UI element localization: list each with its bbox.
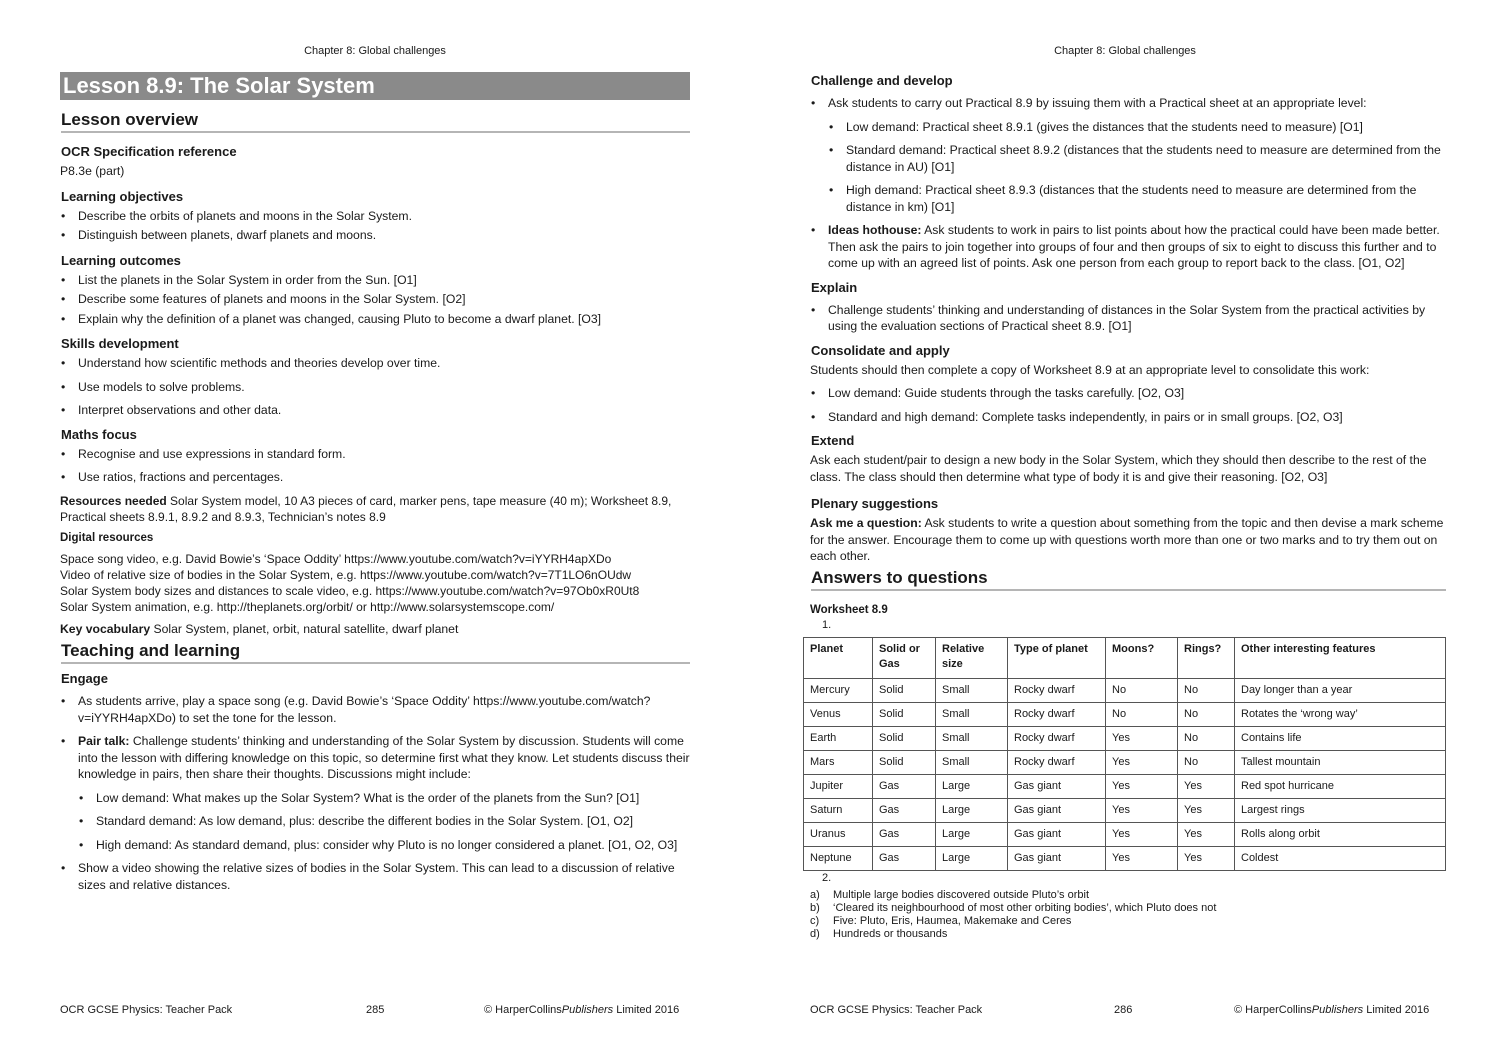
answer-line — [810, 915, 1446, 928]
list-item: • Standard demand: As low demand, plus: describe the different bodies in the Solar System. [O1, O2] — [60, 813, 690, 830]
digital-resources-list — [60, 551, 690, 615]
table-row — [804, 726, 1446, 750]
table-row — [804, 822, 1446, 846]
table-cell: Yes — [1106, 798, 1178, 822]
table-cell: Small — [936, 702, 1008, 726]
resources-needed — [60, 493, 690, 525]
list-item — [60, 733, 690, 853]
table-cell: Day longer than a year — [1235, 678, 1446, 702]
table-cell: Venus — [804, 702, 873, 726]
list-item — [810, 222, 1446, 272]
table-cell: No — [1178, 750, 1235, 774]
planets-table-body — [804, 678, 1446, 870]
list-item: • Low demand: What makes up the Solar System? What is the order of the planets from the Sun? [O1] — [60, 790, 690, 807]
table-cell: No — [1178, 726, 1235, 750]
ideas-label: Ideas hothouse: — [828, 223, 922, 237]
list-item: • Use models to solve problems. — [60, 379, 690, 396]
table-cell: Large — [936, 822, 1008, 846]
table-cell: Gas — [873, 774, 936, 798]
table-header: Solid or Gas — [873, 637, 936, 678]
spec-heading: OCR Specification reference — [61, 144, 237, 159]
table-cell: No — [1178, 678, 1235, 702]
objectives-list — [60, 208, 690, 244]
table-header: Other interesting features — [1235, 637, 1446, 678]
table-cell: Tallest mountain — [1235, 750, 1446, 774]
challenge-list — [810, 95, 1446, 272]
table-cell: Rolls along orbit — [1235, 822, 1446, 846]
digital-resource-line: Solar System animation, e.g. http://theplanets.org/orbit/ or http://www.solarsystemscope.com/ — [60, 599, 555, 614]
challenge-sublist — [810, 119, 1446, 216]
list-item: • Describe some features of planets and moons in the Solar System. [O2] — [60, 291, 690, 308]
engage-heading: Engage — [61, 671, 108, 686]
footer-title: OCR GCSE Physics: Teacher Pack — [810, 1004, 983, 1016]
table-cell: Contains life — [1235, 726, 1446, 750]
resources-text: Solar System model, 10 A3 pieces of card, marker pens, tape measure (40 m); Worksheet 8.9, Practical sheets 8.9.1, 8.9.2 and 8.9.3, Technician’s notes 8.9 — [60, 493, 672, 524]
list-item: • High demand: Practical sheet 8.9.3 (distances that the students need to measure are determined from the distance in km) [O1] — [810, 182, 1446, 215]
list-item: • Understand how scientific methods and theories develop over time. — [60, 355, 690, 372]
table-cell: No — [1178, 702, 1235, 726]
table-row — [804, 774, 1446, 798]
list-item: • Describe the orbits of planets and moons in the Solar System. — [60, 208, 690, 225]
planets-table — [803, 637, 1446, 871]
table-cell: Yes — [1106, 846, 1178, 870]
plenary-label: Ask me a question: — [810, 516, 922, 530]
table-cell: Solid — [873, 750, 936, 774]
table-row — [804, 750, 1446, 774]
table-cell: Yes — [1106, 774, 1178, 798]
table-cell: Saturn — [804, 798, 873, 822]
pair-talk-label: Pair talk: — [78, 734, 130, 748]
table-cell: No — [1106, 678, 1178, 702]
consolidate-intro: Students should then complete a copy of Worksheet 8.9 at an appropriate level to consolidate this work: — [810, 362, 1370, 377]
answer-text: Hundreds or thousands — [833, 927, 948, 940]
answer-line — [810, 889, 1446, 902]
key-vocabulary — [60, 621, 690, 638]
digital-resource-line: Video of relative size of bodies in the Solar System, e.g. https://www.youtube.com/watch?v=7T1LO6nOUdw — [60, 567, 632, 582]
digital-resource-line: Space song video, e.g. David Bowie’s ‘Space Oddity’ https://www.youtube.com/watch?v=iYYRH4apXDo — [60, 551, 612, 566]
table-cell: Rocky dwarf — [1008, 726, 1106, 750]
answer-line — [810, 928, 1446, 941]
table-header: Moons? — [1106, 637, 1178, 678]
table-header: Type of planet — [1008, 637, 1106, 678]
question-2-answers — [810, 889, 1446, 941]
table-cell: Jupiter — [804, 774, 873, 798]
table-cell: Gas giant — [1008, 798, 1106, 822]
table-cell: Yes — [1178, 774, 1235, 798]
table-cell: Gas giant — [1008, 822, 1106, 846]
consolidate-list — [810, 385, 1446, 425]
table-cell: Yes — [1106, 726, 1178, 750]
table-cell: Small — [936, 726, 1008, 750]
outcomes-list — [60, 272, 690, 328]
table-header: Planet — [804, 637, 873, 678]
answer-letter: b) — [810, 901, 820, 914]
challenge-heading: Challenge and develop — [811, 73, 953, 88]
page-number: 285 — [366, 1004, 385, 1016]
resources-label: Resources needed — [60, 493, 167, 508]
table-row — [804, 678, 1446, 702]
right-page-content — [810, 72, 1446, 941]
table-cell: Yes — [1178, 822, 1235, 846]
list-item: • List the planets in the Solar System in order from the Sun. [O1] — [60, 272, 690, 289]
table-cell: Rocky dwarf — [1008, 702, 1106, 726]
lesson-overview-heading: Lesson overview — [61, 110, 690, 133]
footer-copyright: © HarperCollinsPublishers Limited 2016 — [1234, 1004, 1430, 1016]
table-cell: Coldest — [1235, 846, 1446, 870]
running-head: Chapter 8: Global challenges — [1054, 45, 1196, 57]
table-cell: Gas giant — [1008, 774, 1106, 798]
worksheet-heading: Worksheet 8.9 — [810, 603, 888, 616]
answer-line — [810, 902, 1446, 915]
objectives-heading: Learning objectives — [61, 188, 184, 204]
table-row — [804, 846, 1446, 870]
right-page — [750, 0, 1500, 1061]
explain-heading: Explain — [811, 279, 858, 295]
plenary-heading: Plenary suggestions — [811, 496, 939, 511]
answer-letter: c) — [810, 914, 820, 927]
table-header-row — [804, 637, 1446, 678]
question-number: 1. — [822, 618, 832, 631]
question-number: 2. — [822, 871, 832, 884]
table-cell: Mercury — [804, 678, 873, 702]
list-item: • Standard and high demand: Complete tasks independently, in pairs or in small groups. [O2, O3] — [810, 409, 1446, 426]
table-cell: Gas giant — [1008, 846, 1106, 870]
table-cell: Gas — [873, 798, 936, 822]
list-item: • Ask students to carry out Practical 8.9 by issuing them with a Practical sheet at an appropriate level: • Low demand: Practical sheet 8.9.1 (gives the distances that the students need to measure) [O1] • Standard demand: Practical sheet 8.9.2 (distances that the students need to measure are determined from the distance in AU) [O1] • High demand: Practical sheet 8.9.3 (distances that the students need to measure are determined from the distance in km) [O1] — [810, 95, 1446, 215]
answer-letter: a) — [810, 888, 820, 901]
extend-heading: Extend — [811, 433, 855, 448]
maths-list — [60, 446, 690, 486]
answers-heading: Answers to questions — [811, 568, 1446, 591]
table-cell: Solid — [873, 678, 936, 702]
pair-talk-text: Challenge students’ thinking and understanding of the Solar System by discussion. Students will come into the lesson with differing knowledge on this topic, so determine first what they know. Let students discuss their knowledge in pairs, then share their thoughts. Discussions might include: — [78, 734, 690, 781]
table-cell: Rocky dwarf — [1008, 750, 1106, 774]
pair-talk-sublist — [60, 790, 690, 854]
table-cell: Yes — [1178, 798, 1235, 822]
table-cell: Earth — [804, 726, 873, 750]
extend-text: Ask each student/pair to design a new body in the Solar System, which they should then describe to the rest of the class. The class should then determine what type of body it is and give their reasoning. [O2, O3] — [810, 453, 1427, 484]
table-cell: Small — [936, 678, 1008, 702]
teaching-heading: Teaching and learning — [61, 641, 690, 664]
table-header: Relative size — [936, 637, 1008, 678]
vocab-label: Key vocabulary — [60, 621, 151, 636]
table-cell: Small — [936, 750, 1008, 774]
answer-text: Five: Pluto, Eris, Haumea, Makemake and Ceres — [833, 914, 1072, 927]
table-cell: Neptune — [804, 846, 873, 870]
consolidate-heading: Consolidate and apply — [811, 342, 950, 358]
list-item: • Low demand: Practical sheet 8.9.1 (gives the distances that the students need to measure) [O1] — [810, 119, 1446, 136]
table-cell: Solid — [873, 726, 936, 750]
page-number: 286 — [1114, 1004, 1133, 1016]
table-cell: Solid — [873, 702, 936, 726]
table-cell: No — [1106, 702, 1178, 726]
list-item: • Use ratios, fractions and percentages. — [60, 469, 690, 486]
table-cell: Large — [936, 774, 1008, 798]
table-cell: Mars — [804, 750, 873, 774]
table-cell: Yes — [1106, 822, 1178, 846]
answer-text: Multiple large bodies discovered outside Pluto’s orbit — [833, 888, 1089, 901]
table-cell: Red spot hurricane — [1235, 774, 1446, 798]
answer-letter: d) — [810, 927, 820, 940]
left-page-content — [60, 70, 690, 900]
engage-list — [60, 693, 690, 893]
list-item: • Distinguish between planets, dwarf planets and moons. — [60, 227, 690, 244]
answer-text: ‘Cleared its neighbourhood of most other orbiting bodies’, which Pluto does not — [833, 901, 1217, 914]
table-cell: Yes — [1106, 750, 1178, 774]
table-header: Rings? — [1178, 637, 1235, 678]
explain-list — [810, 302, 1446, 335]
table-cell: Gas — [873, 822, 936, 846]
maths-heading: Maths focus — [61, 426, 137, 442]
lesson-title: Lesson 8.9: The Solar System — [60, 72, 690, 100]
vocab-text: Solar System, planet, orbit, natural satellite, dwarf planet — [150, 621, 459, 636]
plenary-text: Ask me a question: Ask students to write a question about something from the topic and then devise a mark scheme for the answer. Encourage them to come up with questions worth more than one or two marks and to try them out on each other. — [810, 516, 1444, 563]
table-cell: Large — [936, 798, 1008, 822]
list-item: • Low demand: Guide students through the tasks carefully. [O2, O3] — [810, 385, 1446, 402]
table-cell: Uranus — [804, 822, 873, 846]
list-item: • Explain why the definition of a planet was changed, causing Pluto to become a dwarf planet. [O3] — [60, 311, 690, 328]
list-item: • Recognise and use expressions in standard form. — [60, 446, 690, 463]
table-cell: Yes — [1178, 846, 1235, 870]
outcomes-heading: Learning outcomes — [61, 252, 181, 268]
table-cell: Rocky dwarf — [1008, 678, 1106, 702]
digital-resources-heading: Digital resources — [60, 531, 154, 544]
digital-resource-line: Solar System body sizes and distances to scale video, e.g. https://www.youtube.com/watch?v=97Ob0xR0Ut8 — [60, 583, 640, 598]
footer-title: OCR GCSE Physics: Teacher Pack — [60, 1004, 233, 1016]
skills-heading: Skills development — [61, 336, 179, 351]
running-head: Chapter 8: Global challenges — [304, 45, 446, 57]
footer-copyright: © HarperCollinsPublishers Limited 2016 — [484, 1004, 680, 1016]
list-item: • Challenge students’ thinking and understanding of distances in the Solar System from the practical activities by using the evaluation sections of Practical sheet 8.9. [O1] — [810, 302, 1446, 335]
list-item: • Interpret observations and other data. — [60, 402, 690, 419]
list-item: • Show a video showing the relative sizes of bodies in the Solar System. This can lead to a discussion of relative sizes and relative distances. — [60, 860, 690, 893]
list-item: • High demand: As standard demand, plus: consider why Pluto is no longer considered a planet. [O1, O2, O3] — [60, 837, 690, 854]
table-cell: Large — [936, 846, 1008, 870]
skills-list — [60, 355, 690, 419]
table-cell: Rotates the ‘wrong way’ — [1235, 702, 1446, 726]
table-cell: Gas — [873, 846, 936, 870]
table-row — [804, 798, 1446, 822]
spec-text: P8.3e (part) — [60, 164, 125, 178]
list-item: • Standard demand: Practical sheet 8.9.2 (distances that the students need to measure are determined from the distance in AU) [O1] — [810, 142, 1446, 175]
table-cell: Largest rings — [1235, 798, 1446, 822]
ideas-text: Ask students to work in pairs to list points about how the practical could have been made better. Then ask the pairs to join together into groups of four and then groups of six to eight to discuss this further and to come up with an agreed list of points. Ask one person from each group to report back to the class. [O1, O2] — [828, 223, 1440, 270]
table-row — [804, 702, 1446, 726]
list-item: • As students arrive, play a space song (e.g. David Bowie’s ‘Space Oddity’ https://www.youtube.com/watch?v=iYYRH4apXDo) to set the tone for the lesson. — [60, 693, 690, 726]
